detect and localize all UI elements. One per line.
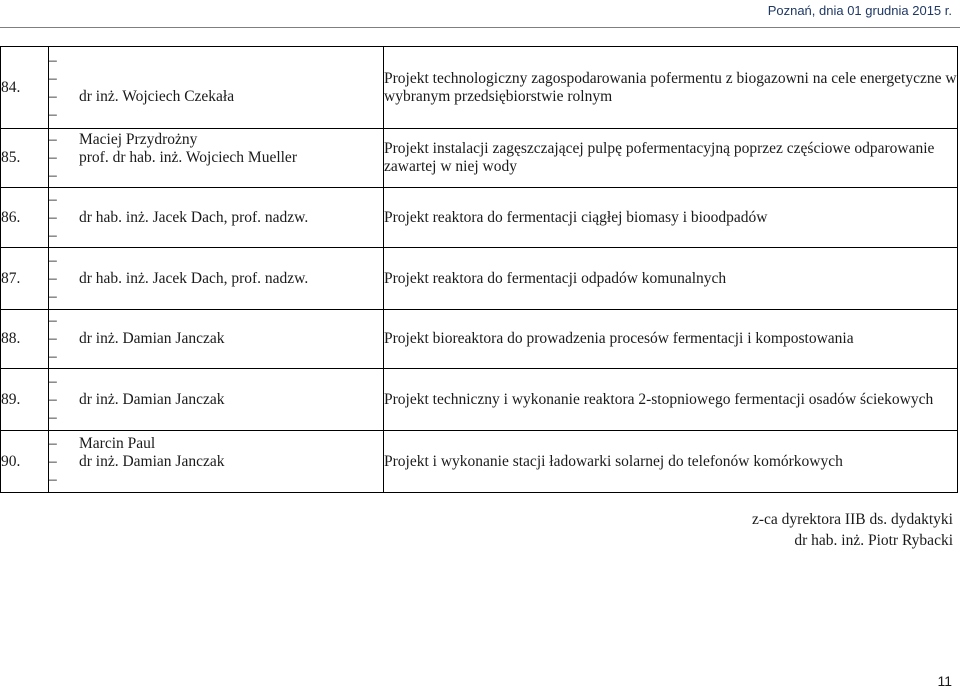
person-name: – dr inż. Damian Janczak bbox=[49, 391, 383, 409]
project-title: Projekt i wykonanie stacji ładowarki solarnej do telefonów komórkowych bbox=[384, 431, 958, 493]
supervisor-cell bbox=[49, 248, 384, 310]
table-row bbox=[1, 369, 958, 431]
person-name: – Marcin Paul bbox=[49, 435, 383, 453]
project-title: Projekt instalacji zagęszczającej pulpę pofermentacyjną poprzez częściowe odparowanie zawartej w niej wody bbox=[384, 129, 958, 188]
project-title: Projekt techniczny i wykonanie reaktora 2-stopniowego fermentacji osadów ściekowych bbox=[384, 369, 958, 431]
signature-block bbox=[752, 509, 953, 551]
header-divider bbox=[0, 27, 960, 28]
row-number: 90. bbox=[1, 431, 49, 493]
signature-name: dr hab. inż. Piotr Rybacki bbox=[794, 532, 953, 549]
row-number: 86. bbox=[1, 188, 49, 248]
supervisor-cell bbox=[49, 129, 384, 188]
supervisor-cell bbox=[49, 369, 384, 431]
person-name: – dr inż. Damian Janczak bbox=[49, 453, 383, 471]
supervisor-cell bbox=[49, 310, 384, 369]
supervisor-cell bbox=[49, 188, 384, 248]
person-name: – prof. dr hab. inż. Wojciech Mueller bbox=[49, 149, 383, 167]
supervisor-cell bbox=[49, 431, 384, 493]
table-row bbox=[1, 129, 958, 188]
row-number: 85. bbox=[1, 129, 49, 188]
project-title: Projekt reaktora do fermentacji ciągłej biomasy i bioodpadów bbox=[384, 188, 958, 248]
person-name: – dr inż. Wojciech Czekała bbox=[49, 88, 383, 106]
table-row bbox=[1, 248, 958, 310]
signature-position: z-ca dyrektora IIB ds. dydaktyki bbox=[751, 511, 953, 528]
table-row bbox=[1, 431, 958, 493]
person-name: – dr hab. inż. Jacek Dach, prof. nadzw. bbox=[49, 209, 383, 227]
projects-table bbox=[0, 46, 958, 493]
project-title: Projekt bioreaktora do prowadzenia procesów fermentacji i kompostowania bbox=[384, 310, 958, 369]
person-name: – dr hab. inż. Jacek Dach, prof. nadzw. bbox=[49, 270, 383, 288]
table-row bbox=[1, 188, 958, 248]
supervisor-cell bbox=[49, 47, 384, 129]
row-number: 84. bbox=[1, 47, 49, 129]
table-row bbox=[1, 47, 958, 129]
row-number: 89. bbox=[1, 369, 49, 431]
page-number: 11 bbox=[937, 673, 952, 689]
row-number: 87. bbox=[1, 248, 49, 310]
project-title: Projekt technologiczny zagospodarowania pofermentu z biogazowni na cele energetyczne w wybranym przedsiębiorstwie rolnym bbox=[384, 47, 958, 129]
table-row bbox=[1, 310, 958, 369]
project-title: Projekt reaktora do fermentacji odpadów komunalnych bbox=[384, 248, 958, 310]
row-number: 88. bbox=[1, 310, 49, 369]
person-name: – dr inż. Damian Janczak bbox=[49, 330, 383, 348]
header-date: Poznań, dnia 01 grudnia 2015 r. bbox=[767, 3, 952, 18]
person-name: – Maciej Przydrożny bbox=[49, 131, 383, 149]
